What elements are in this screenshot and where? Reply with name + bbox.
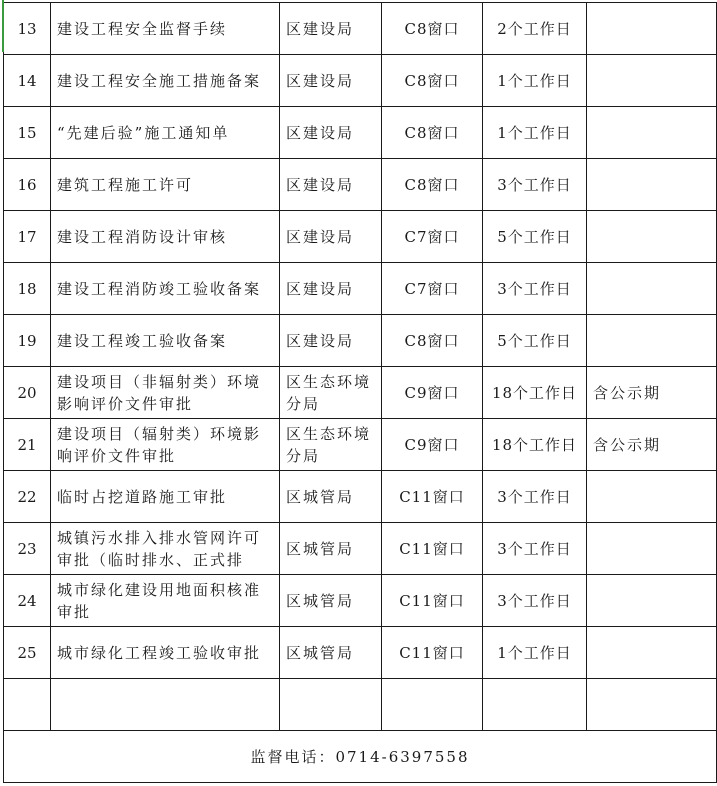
cell-time-limit[interactable] [483,211,587,263]
row-number: 15 [17,123,37,142]
department-name: 区城管局 [286,487,355,506]
blank-cell[interactable] [483,679,587,731]
cell-time-limit[interactable] [483,367,587,419]
row-number: 13 [17,19,37,38]
blank-cell[interactable] [51,679,280,731]
cell-window[interactable] [382,211,483,263]
row-number: 24 [17,591,37,610]
cell-time-limit[interactable] [483,419,587,471]
time-limit: 1个工作日 [497,71,572,90]
row-number: 21 [17,435,37,454]
department-name: 区城管局 [286,591,355,610]
window-label: C11窗口 [399,591,465,610]
cell-note[interactable] [587,471,717,523]
cell-note[interactable] [587,367,717,419]
window-label: C9窗口 [404,383,460,402]
cell-department[interactable] [280,367,382,419]
cell-window[interactable] [382,263,483,315]
cell-department[interactable] [280,55,382,107]
time-limit: 3个工作日 [497,539,572,558]
cell-time-limit[interactable] [483,523,587,575]
cell-department[interactable] [280,315,382,367]
item-name: 城市绿化建设用地面积核准审批 [57,580,262,621]
cell-number[interactable] [4,367,51,419]
cell-number[interactable] [4,523,51,575]
cell-window[interactable] [382,3,483,55]
table-row [4,523,717,575]
cell-number[interactable] [4,419,51,471]
row-number: 23 [17,539,37,558]
time-limit: 18个工作日 [491,435,578,454]
cell-item[interactable] [51,211,280,263]
time-limit: 3个工作日 [497,591,572,610]
window-label: C7窗口 [404,279,460,298]
department-name: 区城管局 [286,539,355,558]
table-row [4,575,717,627]
cell-window[interactable] [382,419,483,471]
table-row [4,159,717,211]
blank-row [4,679,717,731]
table-row [4,211,717,263]
blank-cell[interactable] [4,679,51,731]
cell-item[interactable] [51,107,280,159]
cell-department[interactable] [280,523,382,575]
cell-time-limit[interactable] [483,263,587,315]
cell-item[interactable] [51,367,280,419]
cell-department[interactable] [280,107,382,159]
row-number: 14 [17,71,37,90]
row-number: 20 [17,383,37,402]
cell-window[interactable] [382,367,483,419]
time-limit: 3个工作日 [497,279,572,298]
blank-cell[interactable] [382,679,483,731]
cell-note[interactable] [587,159,717,211]
department-name: 区建设局 [286,227,355,246]
supervision-phone[interactable] [4,731,717,783]
window-label: C8窗口 [404,19,460,38]
note-text: 含公示期 [593,435,662,454]
cell-department[interactable] [280,159,382,211]
note-text: 含公示期 [593,383,662,402]
table-row [4,55,717,107]
table-row [4,419,717,471]
row-number: 22 [17,487,37,506]
supervision-phone-text: 监督电话：0714-6397558 [250,747,470,766]
cell-time-limit[interactable] [483,159,587,211]
cell-number[interactable] [4,263,51,315]
time-limit: 3个工作日 [497,487,572,506]
cell-window[interactable] [382,55,483,107]
cell-item[interactable] [51,523,280,575]
cell-note[interactable] [587,627,717,679]
cell-note[interactable] [587,523,717,575]
item-name: “先建后验”施工通知单 [57,123,230,142]
item-name: 建设工程安全监督手续 [57,19,228,38]
cell-department[interactable] [280,575,382,627]
time-limit: 1个工作日 [497,123,572,142]
table-row [4,627,717,679]
cell-time-limit[interactable] [483,3,587,55]
blank-cell[interactable] [280,679,382,731]
cell-number[interactable] [4,3,51,55]
cell-window[interactable] [382,575,483,627]
cell-time-limit[interactable] [483,575,587,627]
cell-item[interactable] [51,3,280,55]
item-name: 临时占挖道路施工审批 [57,487,228,506]
row-number: 16 [17,175,37,194]
item-name: 建设工程消防设计审核 [57,227,228,246]
cell-time-limit[interactable] [483,55,587,107]
department-name: 区建设局 [286,279,355,298]
item-name: 建设项目（非辐射类）环境影响评价文件审批 [57,372,262,413]
table-row [4,263,717,315]
cell-note[interactable] [587,419,717,471]
cell-note[interactable] [587,263,717,315]
row-number: 18 [17,279,37,298]
cell-note[interactable] [587,315,717,367]
window-label: C8窗口 [404,175,460,194]
cell-window[interactable] [382,627,483,679]
cell-number[interactable] [4,315,51,367]
cell-department[interactable] [280,419,382,471]
item-name: 建设项目（辐射类）环境影响评价文件审批 [57,424,262,465]
item-name: 城镇污水排入排水管网许可审批（临时排水、正式排 [57,528,262,569]
department-name: 区生态环境分局 [286,424,372,465]
cell-time-limit[interactable] [483,627,587,679]
time-limit: 5个工作日 [497,331,572,350]
cell-department[interactable] [280,627,382,679]
window-label: C7窗口 [404,227,460,246]
cell-window[interactable] [382,523,483,575]
cell-window[interactable] [382,159,483,211]
department-name: 区城管局 [286,643,355,662]
window-label: C8窗口 [404,71,460,90]
cell-department[interactable] [280,471,382,523]
table-body [4,3,717,783]
cell-window[interactable] [382,315,483,367]
cell-note[interactable] [587,107,717,159]
footer-row [4,731,717,783]
cell-number[interactable] [4,107,51,159]
time-limit: 2个工作日 [497,19,572,38]
row-number: 17 [17,227,37,246]
cell-item[interactable] [51,55,280,107]
cell-number[interactable] [4,211,51,263]
cell-number[interactable] [4,159,51,211]
item-name: 建设工程安全施工措施备案 [57,71,262,90]
window-label: C9窗口 [404,435,460,454]
cell-department[interactable] [280,3,382,55]
department-name: 区生态环境分局 [286,372,372,413]
cell-item[interactable] [51,159,280,211]
window-label: C11窗口 [399,487,465,506]
window-label: C11窗口 [399,539,465,558]
cell-note[interactable] [587,575,717,627]
cell-department[interactable] [280,263,382,315]
cell-item[interactable] [51,471,280,523]
window-label: C8窗口 [404,331,460,350]
row-number: 25 [17,643,37,662]
row-number: 19 [17,331,37,350]
time-limit: 5个工作日 [497,227,572,246]
window-label: C8窗口 [404,123,460,142]
item-name: 建设工程消防竣工验收备案 [57,279,262,298]
department-name: 区建设局 [286,175,355,194]
cell-window[interactable] [382,107,483,159]
selection-edge [2,0,4,52]
table-row [4,471,717,523]
table-row [4,315,717,367]
department-name: 区建设局 [286,123,355,142]
cell-number[interactable] [4,575,51,627]
blank-cell[interactable] [587,679,717,731]
cell-item[interactable] [51,419,280,471]
item-name: 建设工程竣工验收备案 [57,331,228,350]
cell-time-limit[interactable] [483,315,587,367]
cell-number[interactable] [4,471,51,523]
item-name: 建筑工程施工许可 [57,175,194,194]
time-limit: 1个工作日 [497,643,572,662]
department-name: 区建设局 [286,71,355,90]
time-limit: 3个工作日 [497,175,572,194]
cell-item[interactable] [51,263,280,315]
table-row [4,3,717,55]
cell-time-limit[interactable] [483,107,587,159]
item-name: 城市绿化工程竣工验收审批 [57,643,262,662]
table-row [4,367,717,419]
service-table [3,2,717,783]
cell-item[interactable] [51,315,280,367]
cell-note[interactable] [587,55,717,107]
cell-number[interactable] [4,627,51,679]
cell-number[interactable] [4,55,51,107]
cell-window[interactable] [382,471,483,523]
department-name: 区建设局 [286,19,355,38]
cell-item[interactable] [51,627,280,679]
cell-note[interactable] [587,211,717,263]
cell-time-limit[interactable] [483,471,587,523]
cell-department[interactable] [280,211,382,263]
table-row [4,107,717,159]
window-label: C11窗口 [399,643,465,662]
cell-note[interactable] [587,3,717,55]
time-limit: 18个工作日 [491,383,578,402]
department-name: 区建设局 [286,331,355,350]
cell-item[interactable] [51,575,280,627]
